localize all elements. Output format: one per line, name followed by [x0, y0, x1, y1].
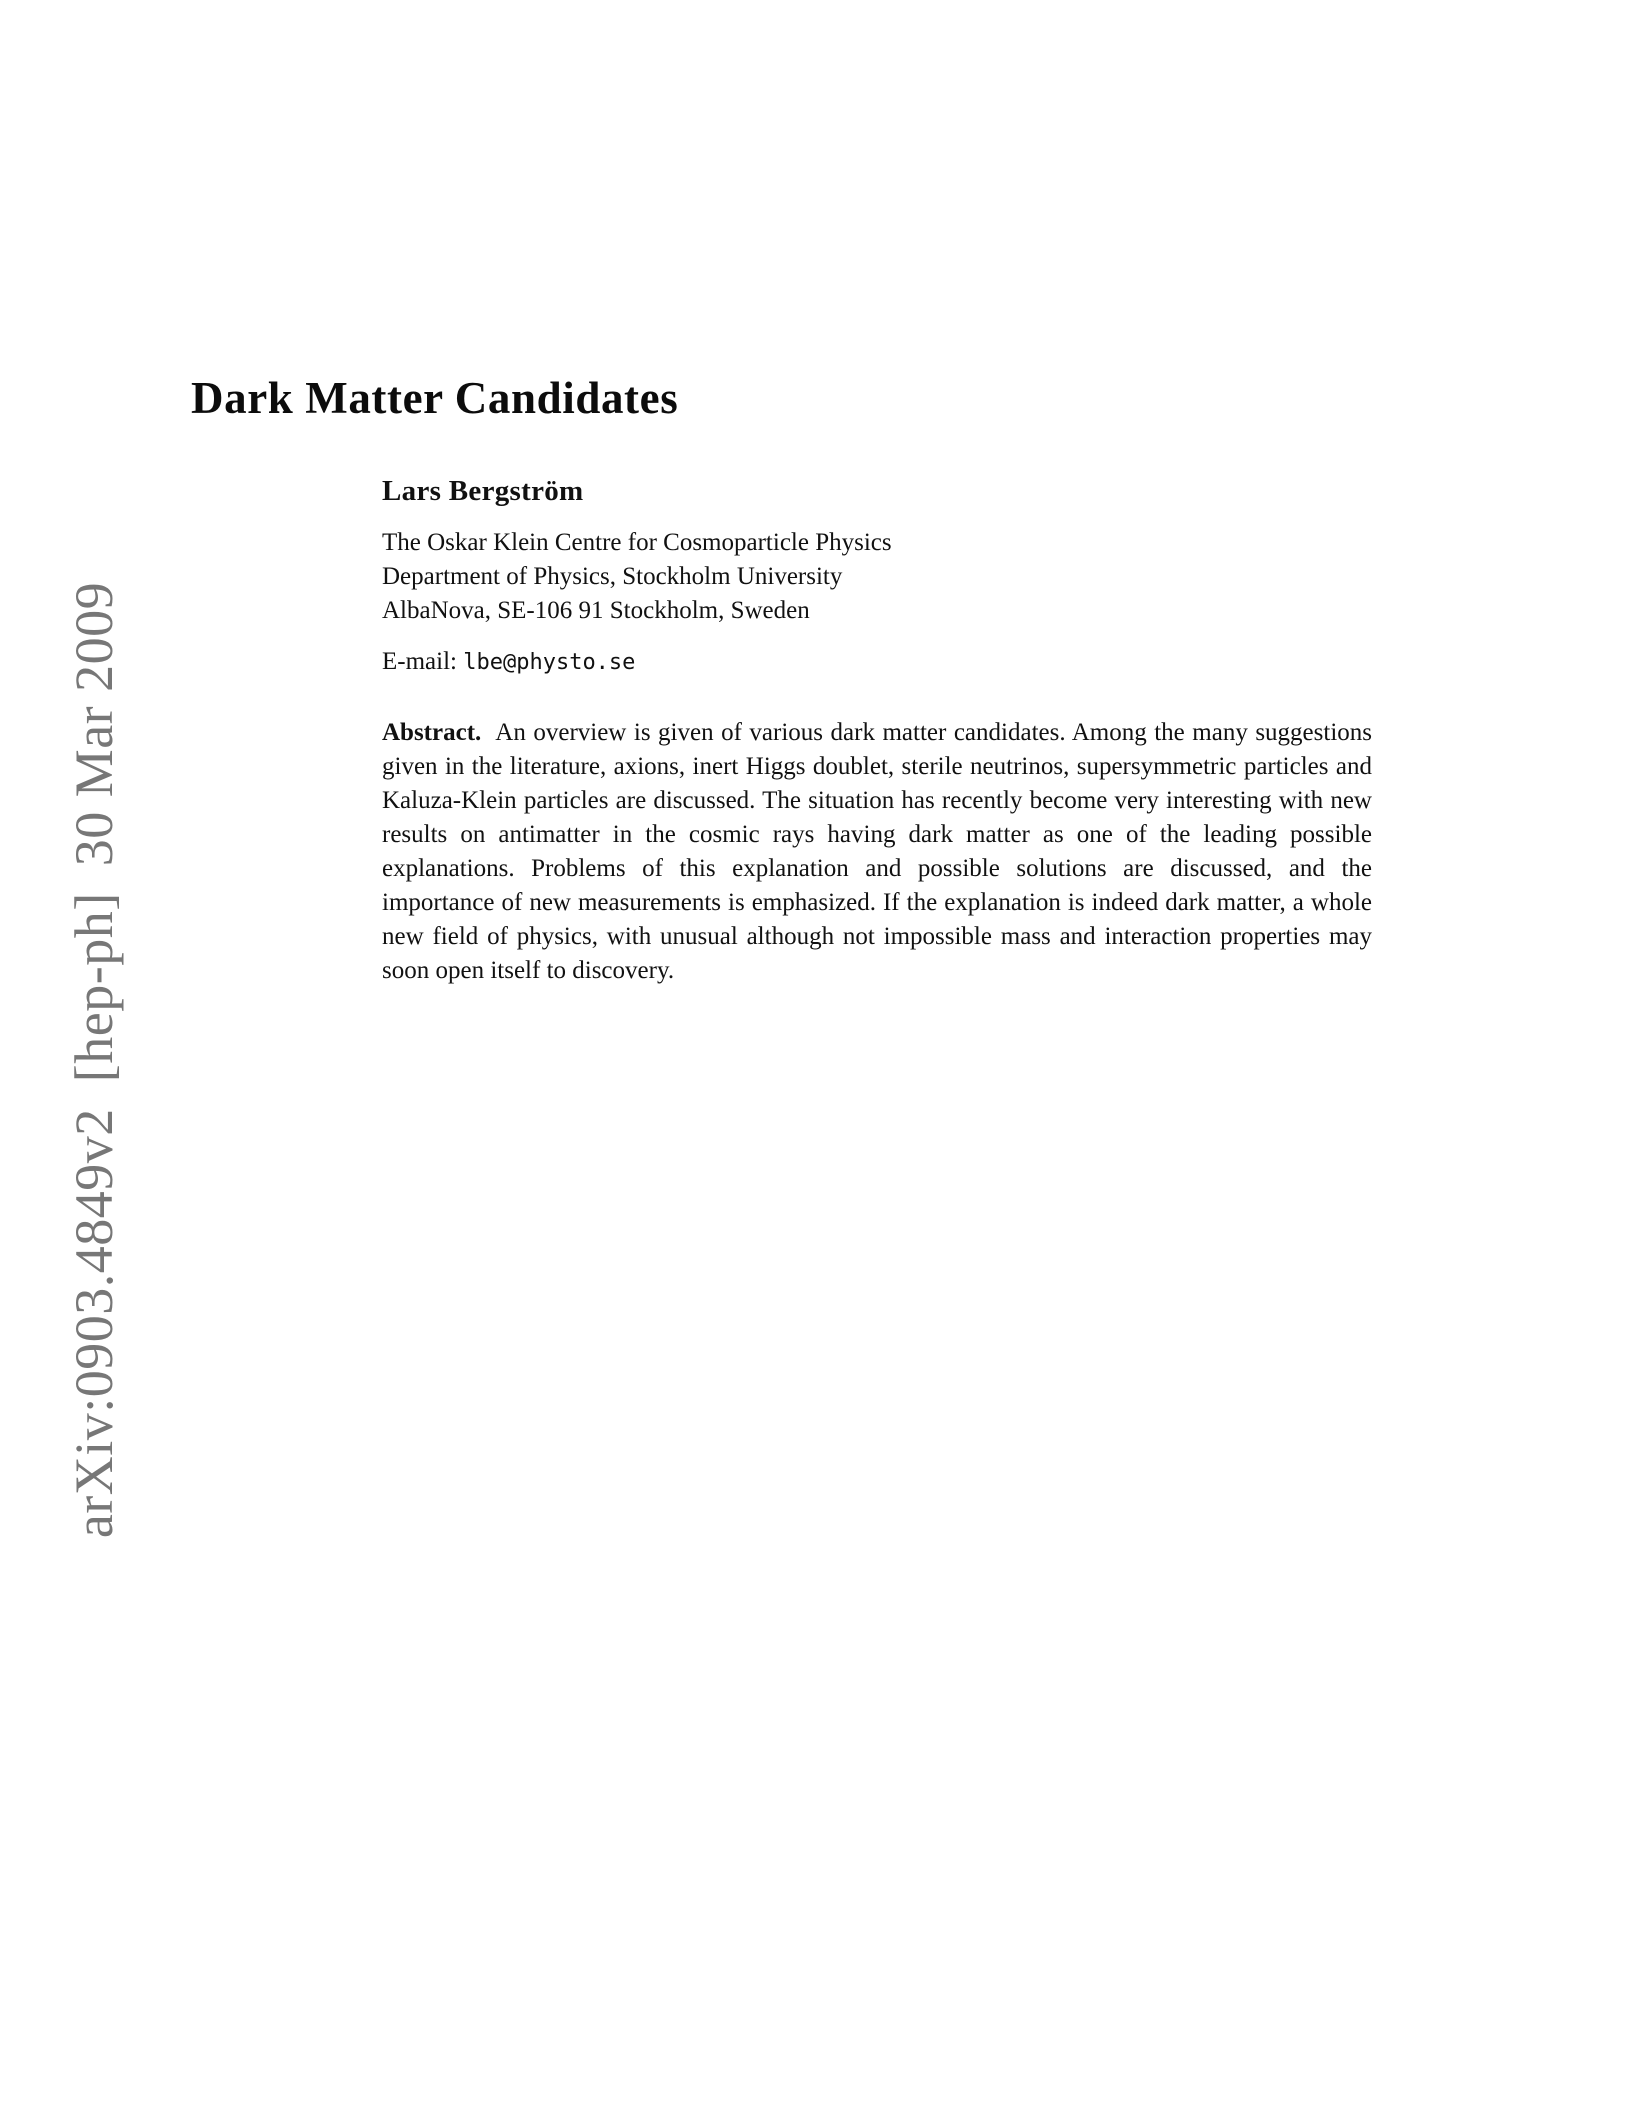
- paper-title: Dark Matter Candidates: [191, 373, 679, 423]
- author-block: [382, 475, 1372, 676]
- abstract-label: Abstract.: [382, 719, 482, 746]
- arxiv-id: arXiv:0903.4849v2: [64, 1108, 124, 1539]
- abstract-text: An overview is given of various dark matter candidates. Among the many suggestions given in the literature, axions, inert Higgs doublet, sterile neutrinos, supersymmetric particles and Kaluza-Klein particles are discussed. The situation has recently become very interesting with new results on antimatter in the cosmic rays having dark matter as one of the leading possible explanations. Problems of this explanation and possible solutions are discussed, and the importance of new measurements is emphasized. If the explanation is indeed dark matter, a whole new field of physics, with unusual although not impossible mass and interaction properties may soon open itself to discovery.: [382, 719, 1372, 984]
- affiliation-line: AlbaNova, SE-106 91 Stockholm, Sweden: [382, 597, 810, 624]
- email-line: [382, 648, 1372, 676]
- arxiv-category: [hep-ph]: [64, 892, 124, 1083]
- email-address: lbe@physto.se: [463, 650, 636, 675]
- abstract: [382, 716, 1372, 988]
- affiliation-line: Department of Physics, Stockholm University: [382, 563, 843, 590]
- arxiv-stamp: [63, 582, 125, 1538]
- affiliation-line: The Oskar Klein Centre for Cosmoparticle Physics: [382, 529, 892, 556]
- arxiv-date: 30 Mar 2009: [64, 581, 124, 867]
- author-name: Lars Bergström: [382, 475, 584, 507]
- email-label: E-mail:: [382, 648, 457, 675]
